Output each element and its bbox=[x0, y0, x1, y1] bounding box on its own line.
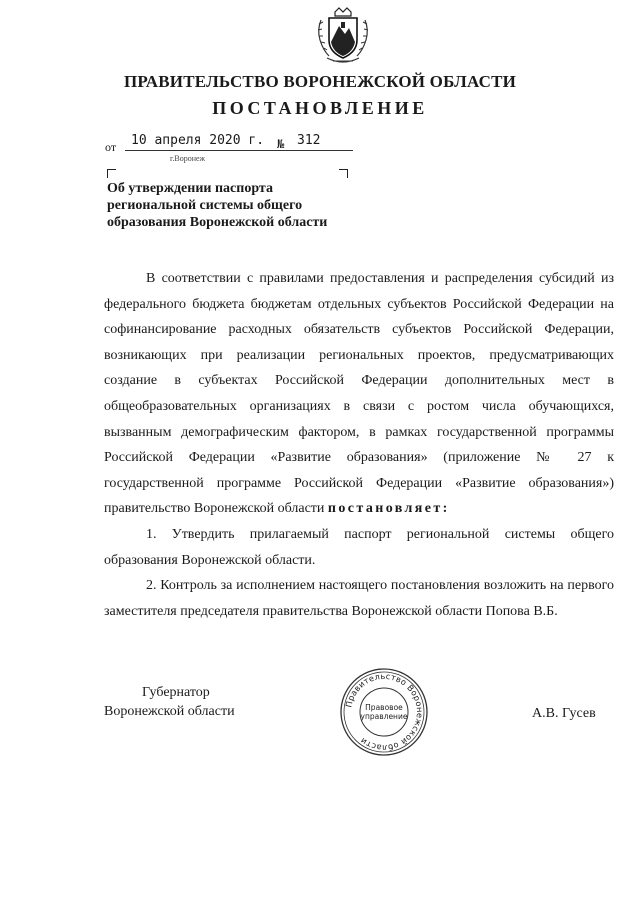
city-name: г.Воронеж bbox=[170, 154, 206, 163]
stamp-center-line: управление bbox=[360, 712, 408, 721]
official-stamp-icon bbox=[338, 666, 430, 758]
signatory-name: А.В. Гусев bbox=[532, 706, 596, 721]
item-1: 1. Утвердить прилагаемый паспорт региональной системы общего образования Воронежской области. bbox=[104, 526, 614, 568]
signatory-title bbox=[104, 683, 235, 721]
subject-line: Об утверждении паспорта bbox=[107, 181, 273, 196]
decree-word: постановляет: bbox=[327, 501, 450, 517]
dateline bbox=[105, 134, 365, 156]
stamp-center-line: Правовое bbox=[365, 703, 403, 712]
document-date: 10 апреля 2020 г. bbox=[131, 133, 265, 148]
intro-text: В соответствии с правилами предоставления и распределения субсидий из федерального бюджета бюджетам отдельных субъектов Российской Федерации на софинансирование расходных обязательств субъектов Российской Федерации, возникающих при реализации региональных проектов, предусматривающих создание в субъектах Российской Федерации дополнительных мест в общеобразовательных организациях в связи с ростом числа обучающихся, вызванным демографическим фактором, в рамках государственной программы Российской Федерации «Развитие образования» (приложение № 27 к государственной программе Российской Федерации «Развитие образования») правительство Воронежской области bbox=[104, 271, 614, 517]
subject-line: региональной системы общего bbox=[107, 198, 303, 213]
document-type-title: ПОСТАНОВЛЕНИЕ bbox=[212, 98, 428, 118]
date-from-label: от bbox=[105, 140, 117, 154]
signatory-position: Губернатор bbox=[142, 685, 210, 700]
date-field bbox=[125, 134, 353, 151]
intro-paragraph bbox=[104, 266, 614, 522]
document-subject bbox=[107, 180, 357, 231]
document-number: 312 bbox=[297, 133, 321, 148]
voronezh-coat-of-arms-icon bbox=[315, 6, 371, 68]
stamp-ring-text: Правительство Воронежской области bbox=[343, 670, 426, 754]
government-name: ПРАВИТЕЛЬСТВО ВОРОНЕЖСКОЙ ОБЛАСТИ bbox=[123, 72, 517, 91]
subject-bracket-left bbox=[107, 169, 116, 178]
document-body bbox=[104, 266, 614, 624]
number-label: № bbox=[277, 137, 285, 151]
subject-line: образования Воронежской области bbox=[107, 215, 328, 230]
item-2: 2. Контроль за исполнением настоящего постановления возложить на первого заместителя председателя правительства Воронежской области Попова В.Б. bbox=[104, 578, 614, 619]
signatory-region: Воронежской области bbox=[104, 704, 235, 719]
subject-bracket-right bbox=[339, 169, 348, 178]
